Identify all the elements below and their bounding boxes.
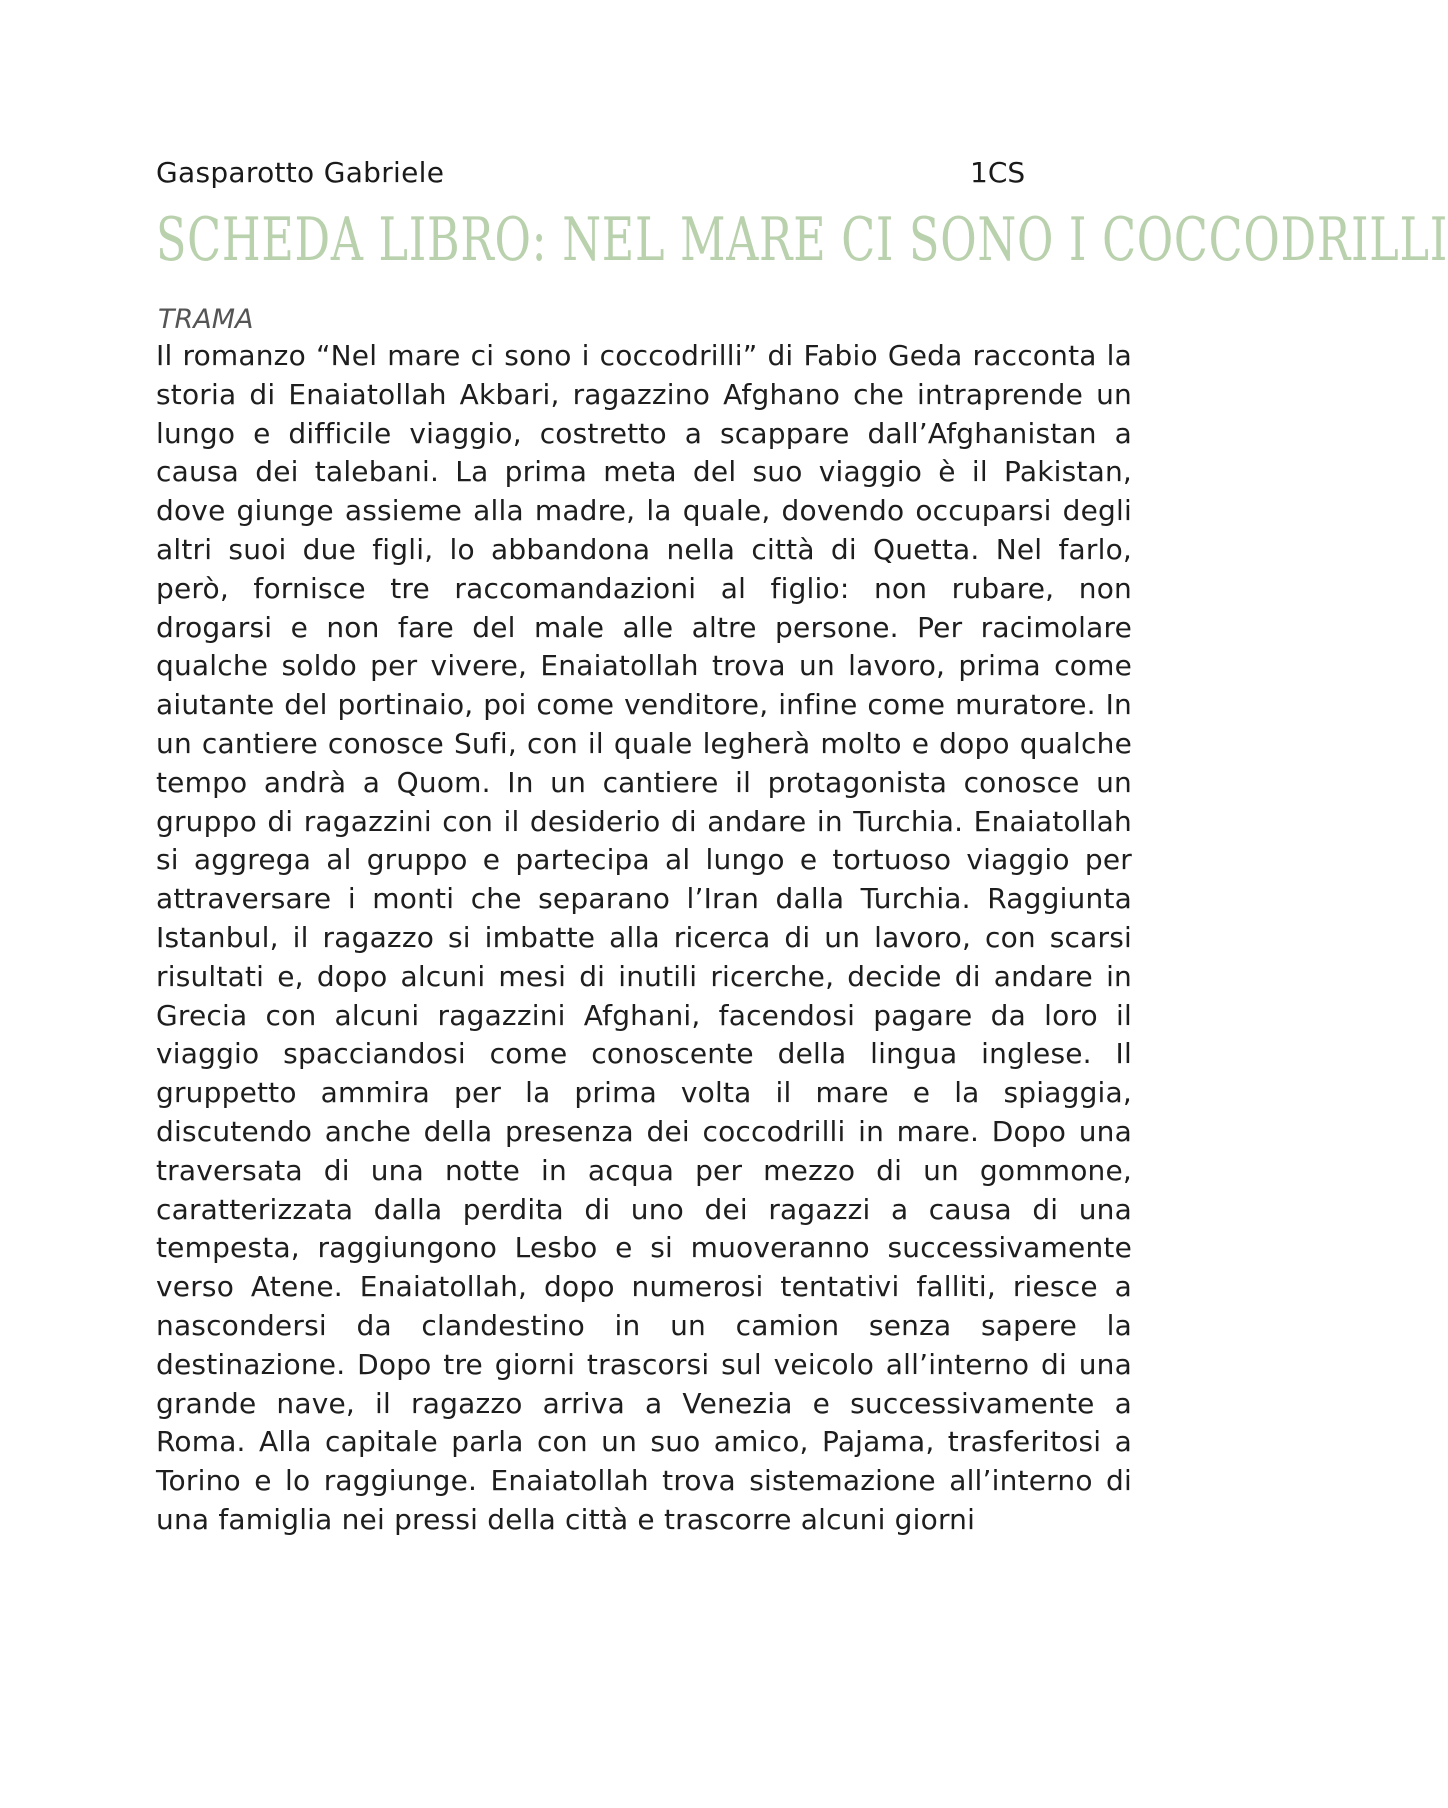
section-body-text: Il romanzo “Nel mare ci sono i coccodrilli” di Fabio Geda racconta la storia di Enaiatollah Akbari, ragazzino Afghano che intraprende un lungo e difficile viaggio, costretto a scappare dall’Afghanistan a causa dei talebani. La prima meta del suo viaggio è il Pakistan, dove giunge assieme alla madre, la quale, dovendo occuparsi degli altri suoi due figli, lo abbandona nella città di Quetta. Nel farlo, però, fornisce tre raccomandazioni al figlio: non rubare, non drogarsi e non fare del male alle altre persone. Per racimolare qualche soldo per vivere, Enaiatollah trova un lavoro, prima come aiutante del portinaio, poi come venditore, infine come muratore. In un cantiere conosce Sufi, con il quale legherà molto e dopo qualche tempo andrà a Quom. In un cantiere il protagonista conosce un gruppo di ragazzini con il desiderio di andare in Turchia. Enaiatollah si aggrega al gruppo e partecipa al lungo e tortuoso viaggio per attraversare i monti che separano l’Iran dalla Turchia. Raggiunta Istanbul, il ragazzo si imbatte alla ricerca di un lavoro, con scarsi risultati e, dopo alcuni mesi di inutili ricerche, decide di andare in Grecia con alcuni ragazzini Afghani, facendosi pagare da loro il viaggio spacciandosi come conoscente della lingua inglese. Il gruppetto ammira per la prima volta il mare e la spiaggia, discutendo anche della presenza dei coccodrilli in mare. Dopo una traversata di una notte in acqua per mezzo di un gommone, caratterizzata dalla perdita di uno dei ragazzi a causa di una tempesta, raggiungono Lesbo e si muoveranno successivamente verso Atene. Enaiatollah, dopo numerosi tentativi falliti, riesce a nascondersi da clandestino in un camion senza sapere la destinazione. Dopo tre giorni trascorsi sul veicolo all’interno di una grande nave, il ragazzo arriva a Venezia e successivamente a Roma. Alla capitale parla con un suo amico, Pajama, trasferitosi a Torino e lo raggiunge. Enaiatollah trova sistemazione all’interno di una famiglia nei pressi della città e trascorre alcuni giorni: [156, 339, 1132, 1536]
student-name: Gasparotto Gabriele: [156, 156, 445, 189]
document-title: SCHEDA LIBRO: NEL MARE CI SONO I COCCODRILLI: [156, 205, 1448, 275]
document-header: [156, 153, 1026, 193]
student-class: 1CS: [970, 156, 1026, 189]
section-heading-trama: TRAMA: [158, 304, 254, 335]
